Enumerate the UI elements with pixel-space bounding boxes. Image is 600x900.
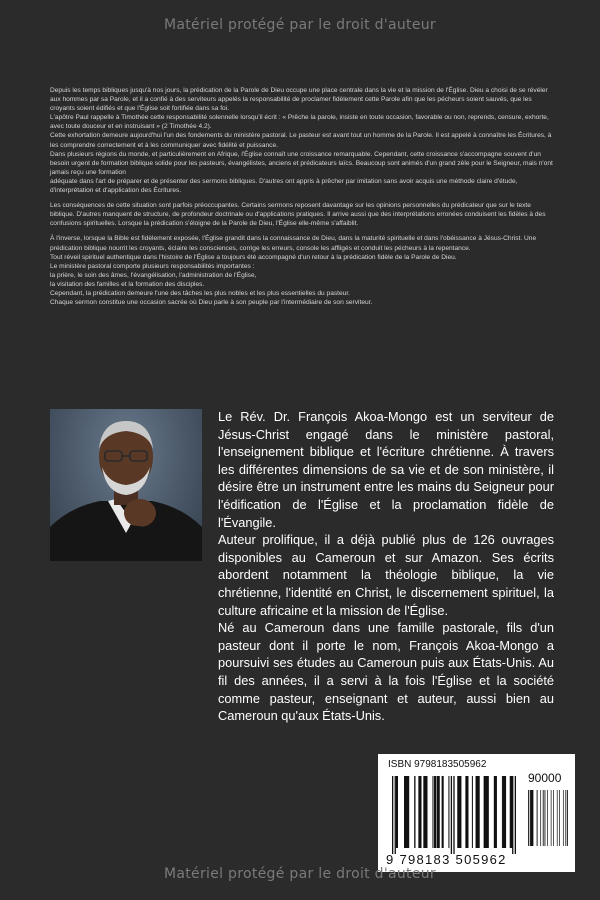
blurb-paragraph: L'apôtre Paul rappelle à Timothée cette responsabilité solennelle lorsqu'il écrit : « Prêche la parole, insiste en toute occasion, favorable ou non, reprends, censure, exhorte, avec toute douceur et en instruisant » (2 Timothée 4.2). xyxy=(50,114,549,131)
barcode-bar xyxy=(537,790,538,846)
barcode-bar xyxy=(485,776,489,848)
barcode-bar xyxy=(545,790,546,846)
blurb-paragraph: À l'inverse, lorsque la Bible est fidèlement exposée, l'Église grandit dans la connaissance de Dieu, dans la maturité spirituelle et dans l'obéissance à Jésus-Christ. Une prédication biblique nourrit les croyants, éclaire les consciences, corrige les erreurs, console les affligés et conduit les pécheurs à la repentance. xyxy=(50,235,537,252)
blurb-paragraph: Depuis les temps bibliques jusqu'à nos jours, la prédication de la Parole de Dieu occupe une place centrale dans la vie et la mission de l'Église. Dieu a choisi de se révéler aux hommes par sa Parole, et il a confié à des serviteurs appelés la responsabilité de proclamer fidèlement cette Parole afin que les pécheurs soient sauvés, que les croyants soient édifiés et que l'Église soit fortifiée dans sa foi. xyxy=(50,87,548,113)
barcode-bar xyxy=(423,776,427,848)
back-cover-blurb xyxy=(50,86,554,307)
blurb-paragraph: adéquate dans l'art de préparer et de présenter des sermons bibliques. D'autres ont appris à prêcher par imitation sans avoir acquis une méthode claire d'étude, d'interprétation et d'application des Écritures. xyxy=(50,177,518,195)
blurb-paragraph: Les conséquences de cette situation sont parfois préoccupantes. Certains sermons reposent davantage sur les opinions personnelles du prédicateur que sur le texte biblique. D'autres manquent de structure, de profondeur doctrinale ou d'applications pratiques. Il arrive aussi que des interprétations erronées conduisent les fidèles à des confusions spirituelles. Lorsque la prédication s'éloigne de la Parole de Dieu, l'Église elle-même s'affaiblit. xyxy=(50,202,546,228)
isbn-barcode-box xyxy=(378,754,575,872)
blurb-paragraph: Cependant, la prédication demeure l'une des tâches les plus nobles et les plus essentielles du pasteur. xyxy=(50,289,350,297)
barcode-bar xyxy=(405,776,409,848)
barcode-bar xyxy=(476,776,480,848)
barcode-bar xyxy=(502,776,503,848)
barcode-bar xyxy=(503,776,506,848)
author-photo xyxy=(50,409,202,561)
barcode-bar xyxy=(559,790,560,846)
barcode-bar xyxy=(434,776,436,848)
barcode-bar xyxy=(567,790,568,846)
barcode-bar xyxy=(418,776,421,848)
barcode-bar xyxy=(442,776,444,848)
blurb-paragraph: la visitation des familles et la formation des disciples. xyxy=(50,280,205,288)
barcode-bar xyxy=(448,776,449,848)
blurb-paragraph: Le ministère pastoral comporte plusieurs responsabilités importantes : xyxy=(50,262,255,270)
bio-paragraph: Né au Cameroun dans une famille pastorale, fils d'un pasteur dont il porte le nom, François Akoa-Mongo a poursuivi ses études au Cameroun puis aux États-Unis. Au fil des années, il a servi à la fois l'Église et la société comme pasteur, enseignant et auteur, aussi bien au Cameroun qu'aux États-Unis. xyxy=(218,620,554,724)
barcode-bar xyxy=(494,776,497,848)
barcode-bar xyxy=(472,776,473,848)
isbn-label: ISBN 9798183505962 xyxy=(388,759,487,770)
isbn-digits: 9 798183 505962 xyxy=(386,852,507,867)
barcode-bar xyxy=(432,776,433,848)
bio-paragraph: Le Rév. Dr. François Akoa-Mongo est un serviteur de Jésus-Christ engagé dans le ministère pastoral, l'enseignement biblique et l'écriture chrétienne. À travers les différentes dimensions de sa vie et de son ministère, il désire être un instrument entre les mains du Seigneur pour l'édification de l'Église et la proclamation fidèle de l'Évangile. xyxy=(218,409,554,530)
barcode-bar xyxy=(553,790,554,846)
author-bio xyxy=(218,408,554,725)
barcode-bar xyxy=(551,790,552,846)
barcode-bar xyxy=(414,776,415,848)
copyright-watermark-top: Matériel protégé par le droit d'auteur xyxy=(164,17,436,33)
barcode-bar xyxy=(563,790,564,846)
barcode-bar xyxy=(437,776,440,848)
blurb-paragraph: Cette exhortation demeure aujourd'hui l'un des fondements du ministère pastoral. Le pasteur est avant tout un homme de la Parole. Il est appelé à connaître les Écritures, à les comprendre correctement et à les communiquer avec fidélité et puissance. xyxy=(50,132,552,149)
bio-paragraph: Auteur prolifique, il a déjà publié plus de 126 ouvrages disponibles au Cameroun et sur Amazon. Ses écrits abordent notamment la théologie biblique, la vie chrétienne, l'identité en Christ, le discernement spirituel, la culture africaine et la mission de l'Église. xyxy=(218,532,554,618)
barcode-bar xyxy=(395,776,396,854)
barcode-bar xyxy=(530,790,531,846)
barcode-bar xyxy=(528,790,529,846)
barcode-bar xyxy=(557,790,558,846)
blurb-paragraph: Chaque sermon constitue une occasion sacrée où Dieu parle à son peuple par l'intermédiaire de son serviteur. xyxy=(50,299,373,307)
barcode-bar xyxy=(512,776,513,854)
blurb-paragraph: Tout réveil spirituel authentique dans l'histoire de l'Église a toujours été accompagné d'un retour à la prédication fidèle de la Parole de Dieu. xyxy=(50,253,457,261)
price-code: 90000 xyxy=(528,771,562,785)
barcode-bar xyxy=(451,776,452,854)
barcode-bar xyxy=(547,790,548,846)
blurb-paragraph: Dans plusieurs régions du monde, et particulièrement en Afrique, l'Église connaît une croissance remarquable. Cependant, cette croissance s'accompagne souvent d'un besoin urgent de formation biblique solide pour les pasteurs, évangélistes, anciens et prédicateurs laïcs. Beaucoup sont animés d'un grand zèle pour le Seigneur, mais n'ont jamais reçu une formation xyxy=(50,150,553,176)
blurb-paragraph: la prière, le soin des âmes, l'évangélisation, l'administration de l'Église, xyxy=(50,271,257,279)
barcode-bar xyxy=(392,776,393,854)
barcode-bar xyxy=(515,776,516,854)
barcode-bar xyxy=(453,776,454,854)
copyright-watermark-bottom: Matériel protégé par le droit d'auteur xyxy=(164,866,436,882)
author-portrait-illustration xyxy=(50,409,202,561)
barcode-bar xyxy=(396,776,398,848)
barcode-bar xyxy=(457,776,461,848)
barcode-bar xyxy=(543,790,544,846)
barcode-bar xyxy=(466,776,467,848)
barcode-bar xyxy=(565,790,566,846)
barcode-bar xyxy=(531,790,534,846)
barcode-bar xyxy=(540,790,541,846)
